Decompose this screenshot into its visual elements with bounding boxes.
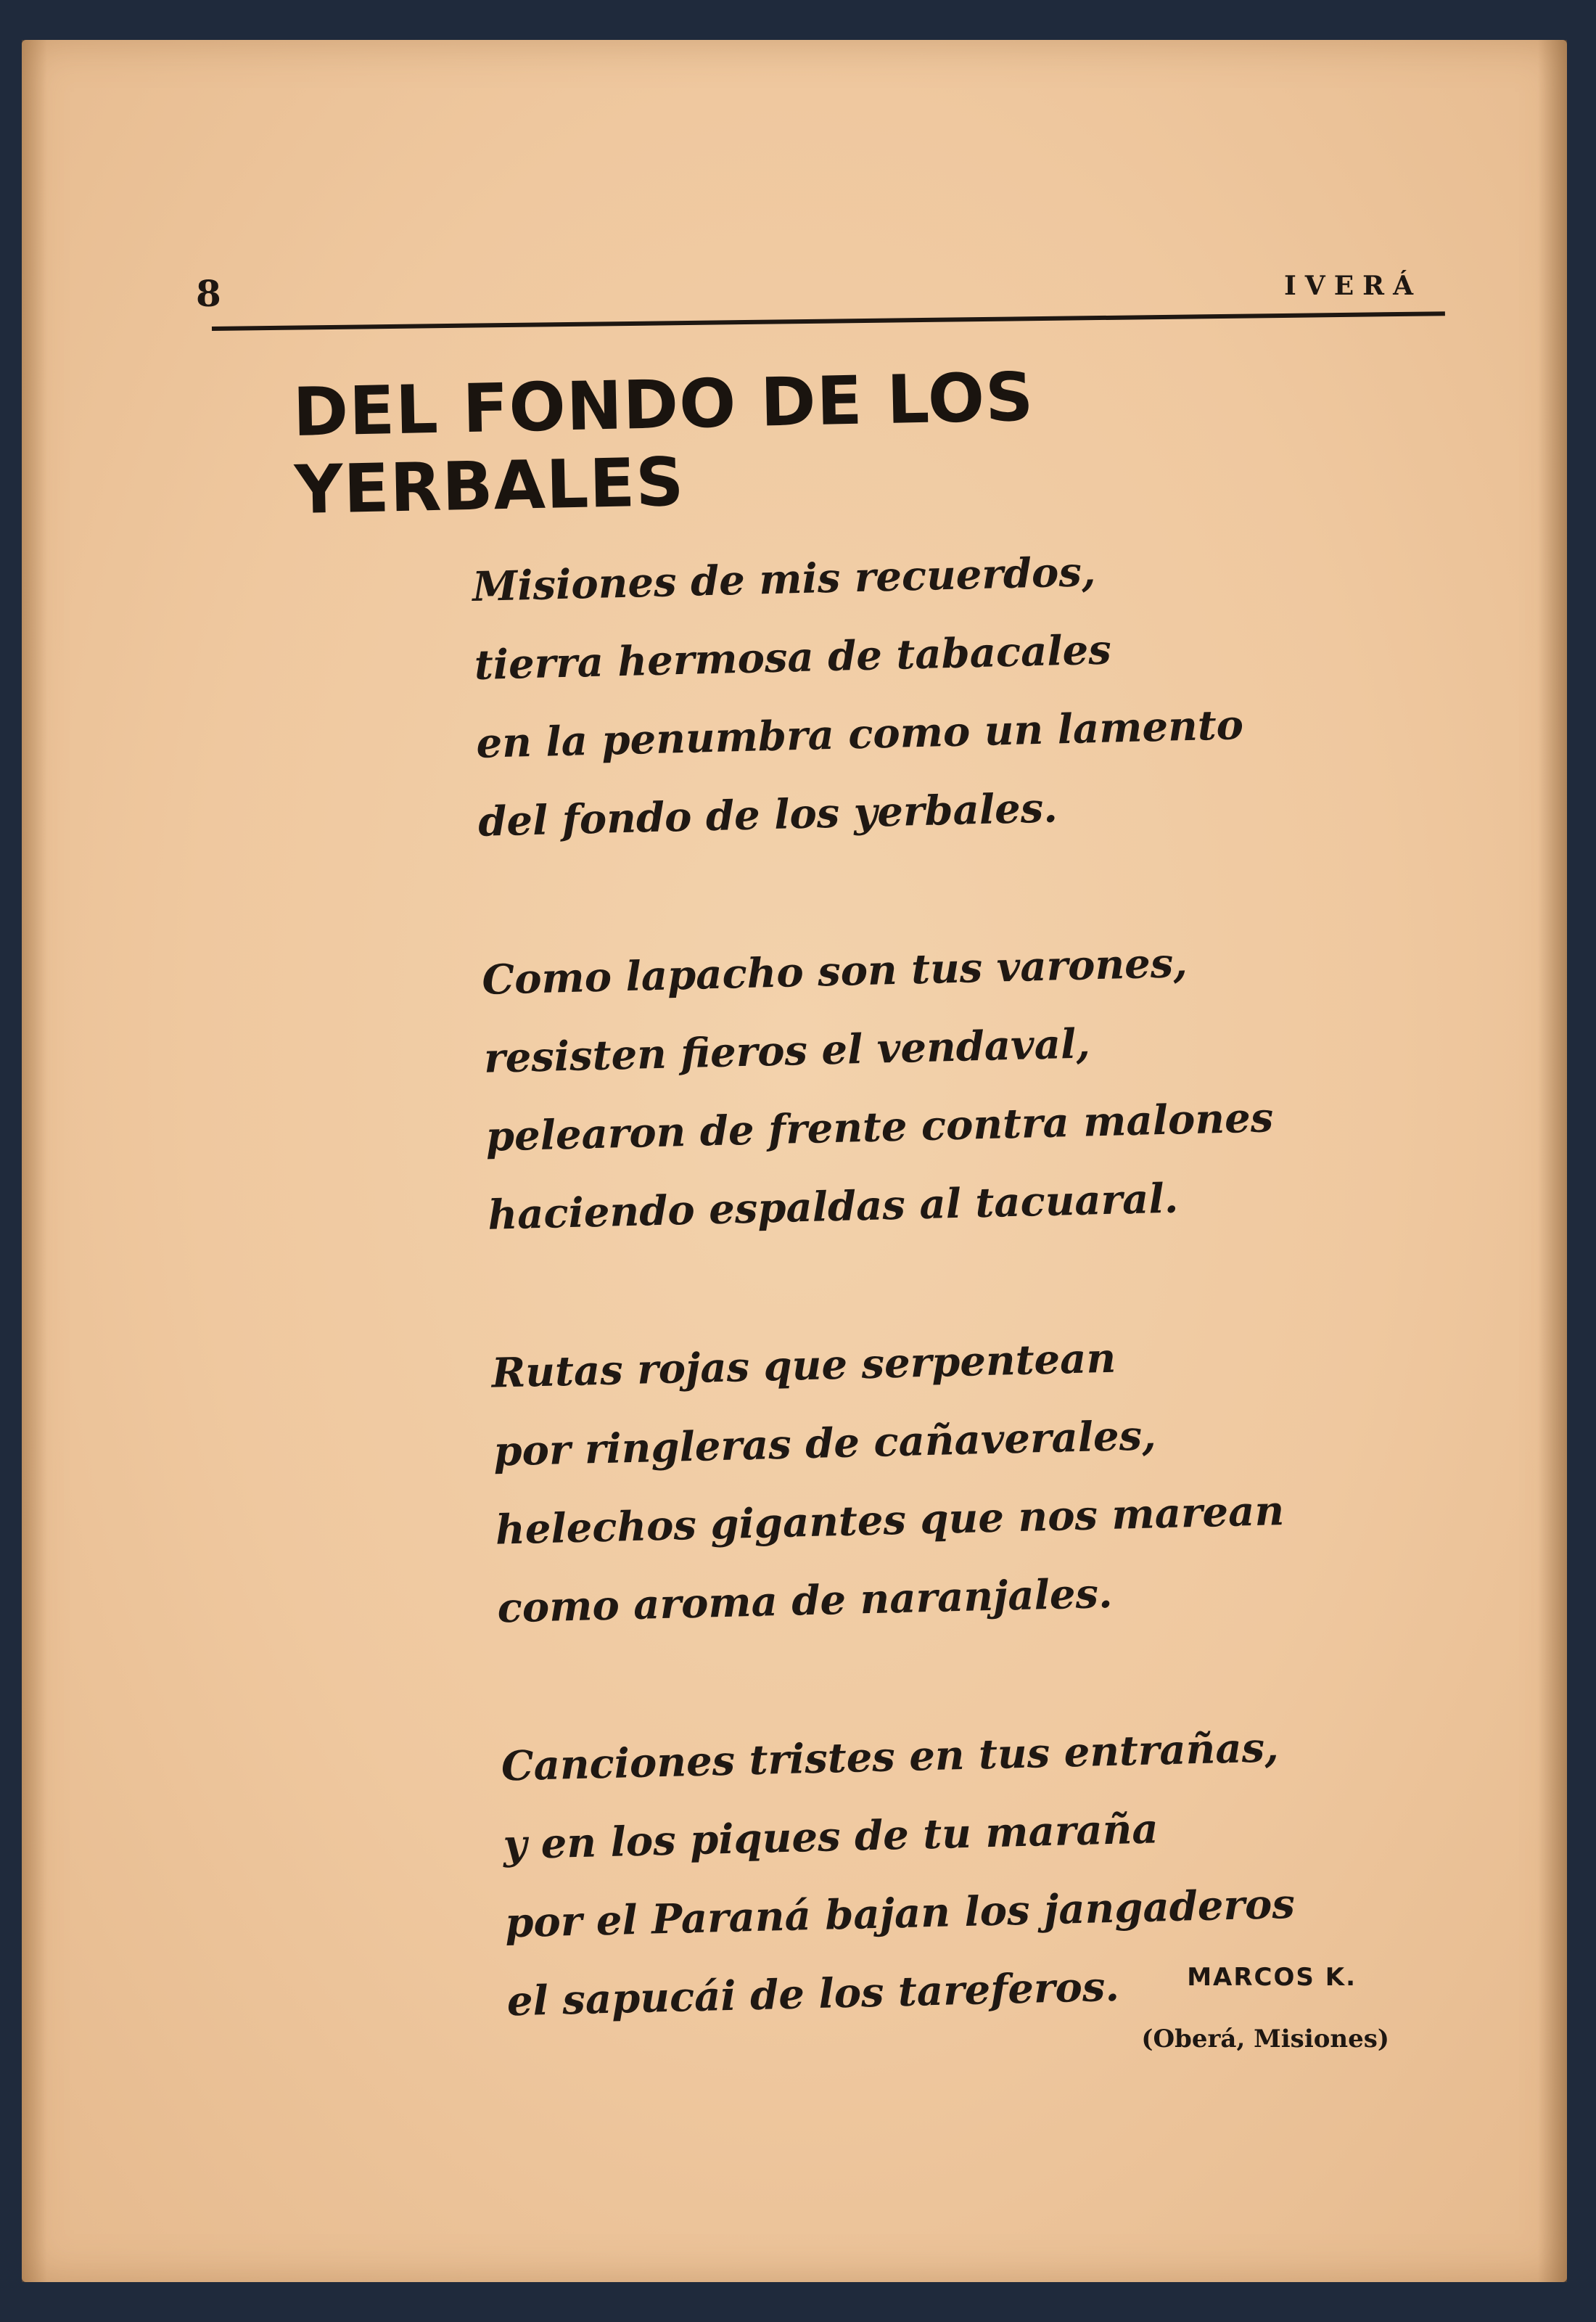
page-spine-shadow — [1538, 40, 1567, 2282]
stanza-3 — [490, 1313, 1368, 1647]
author-location: (Oberá, Misiones) — [1141, 2024, 1389, 2054]
poem-line: Rutas rojas que serpentean — [490, 1334, 1116, 1398]
poem-line: pelearon de frente contra malones — [485, 1094, 1274, 1161]
poem-line: haciendo espaldas al tacuaral. — [487, 1174, 1179, 1239]
header-rule — [212, 311, 1445, 331]
poem-line: por el Paraná bajan los jangaderos — [504, 1879, 1296, 1948]
poem-line: del fondo de los yerbales. — [477, 784, 1058, 846]
author-name: MARCOS K. — [1187, 1963, 1357, 1992]
poem-line: Canciones tristes en tus entrañas, — [501, 1723, 1280, 1791]
poem-line: tierra hermosa de tabacales — [474, 625, 1112, 689]
poem-body — [472, 527, 1381, 2121]
poem-line: por ringleras de cañaverales, — [493, 1411, 1157, 1476]
poem-title: DEL FONDO DE LOS YERBALES — [292, 358, 1035, 529]
poem-line: Misiones de mis recuerdos, — [472, 548, 1097, 611]
page-number: 8 — [196, 272, 221, 315]
stanza-2 — [481, 920, 1359, 1255]
poem-line: Como lapacho son tus varones, — [481, 939, 1188, 1004]
poem-line: el sapucái de los tareferos. — [506, 1962, 1120, 2026]
poem-line: como aroma de naranjales. — [496, 1569, 1114, 1633]
poem-line: y en los piques de tu maraña — [502, 1805, 1159, 1869]
poem-line: resisten fieros el vendaval, — [483, 1020, 1091, 1083]
book-page — [22, 40, 1567, 2282]
running-head: IVERÁ — [1283, 271, 1422, 301]
poem-line: en la penumbra como un lamento — [475, 701, 1244, 768]
page-left-edge — [22, 40, 47, 2282]
poem-line: helechos gigantes que nos marean — [495, 1487, 1285, 1554]
stanza-1 — [472, 527, 1349, 861]
